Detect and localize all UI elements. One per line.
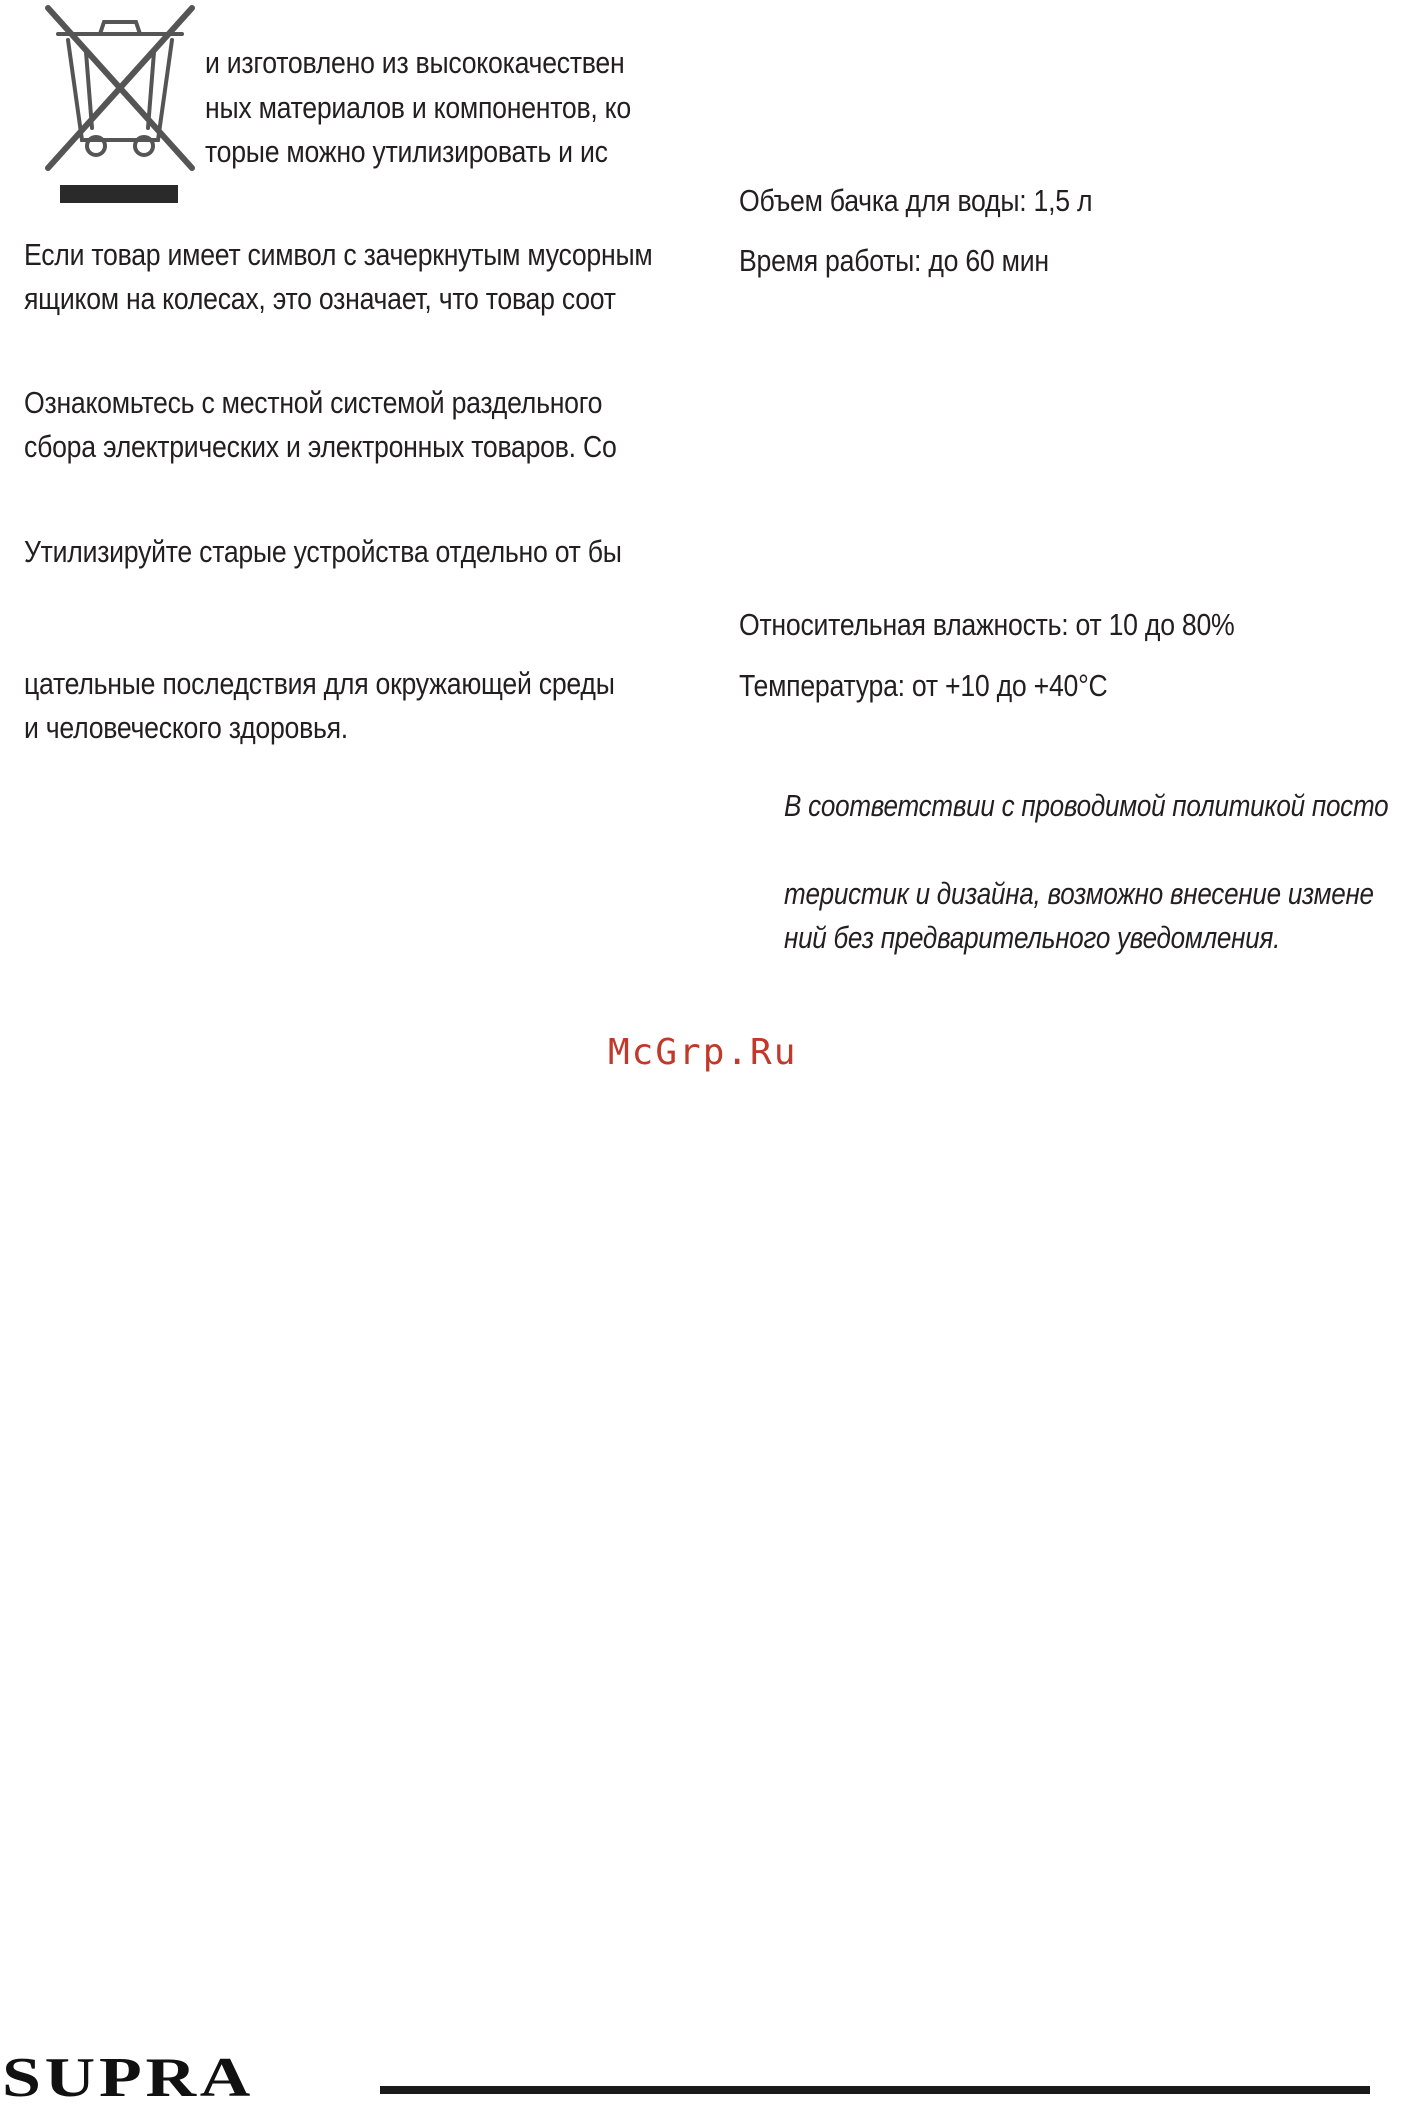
- notice-line-2: теристик и дизайна, возможно внесение измене: [784, 876, 1374, 911]
- watermark-link[interactable]: McGrp.Ru: [608, 1032, 798, 1073]
- collection-line-1: Ознакомьтесь с местной системой раздельного: [24, 385, 603, 420]
- runtime-spec: Время работы: до 60 мин: [739, 243, 1049, 278]
- intro-line-1: и изготовлено из высококачествен: [205, 45, 625, 80]
- crossed-out-wheelie-bin-icon: [40, 0, 200, 210]
- intro-line-3: торые можно утилизировать и ис: [205, 134, 608, 169]
- collection-line-2: сбора электрических и электронных товаров. Со: [24, 429, 617, 464]
- intro-line-2: ных материалов и компонентов, ко: [205, 90, 631, 125]
- consequence-line-1: цательные последствия для окружающей среды: [24, 666, 615, 701]
- dispose-line: Утилизируйте старые устройства отдельно от бы: [24, 534, 622, 569]
- symbol-line-2: ящиком на колесах, это означает, что товар соот: [24, 281, 616, 316]
- tank-volume-spec: Объем бачка для воды: 1,5 л: [739, 183, 1093, 218]
- humidity-spec: Относительная влажность: от 10 до 80%: [739, 607, 1235, 642]
- symbol-line-1: Если товар имеет символ с зачеркнутым мусорным: [24, 237, 653, 272]
- notice-line-1: В соответствии с проводимой политикой посто: [784, 788, 1389, 823]
- consequence-line-2: и человеческого здоровья.: [24, 710, 348, 745]
- temperature-spec: Температура: от +10 до +40°С: [739, 668, 1108, 703]
- notice-line-3: ний без предварительного уведомления.: [784, 920, 1281, 955]
- brand-logo: SUPRA: [2, 2047, 255, 2109]
- footer-divider: [380, 2086, 1370, 2094]
